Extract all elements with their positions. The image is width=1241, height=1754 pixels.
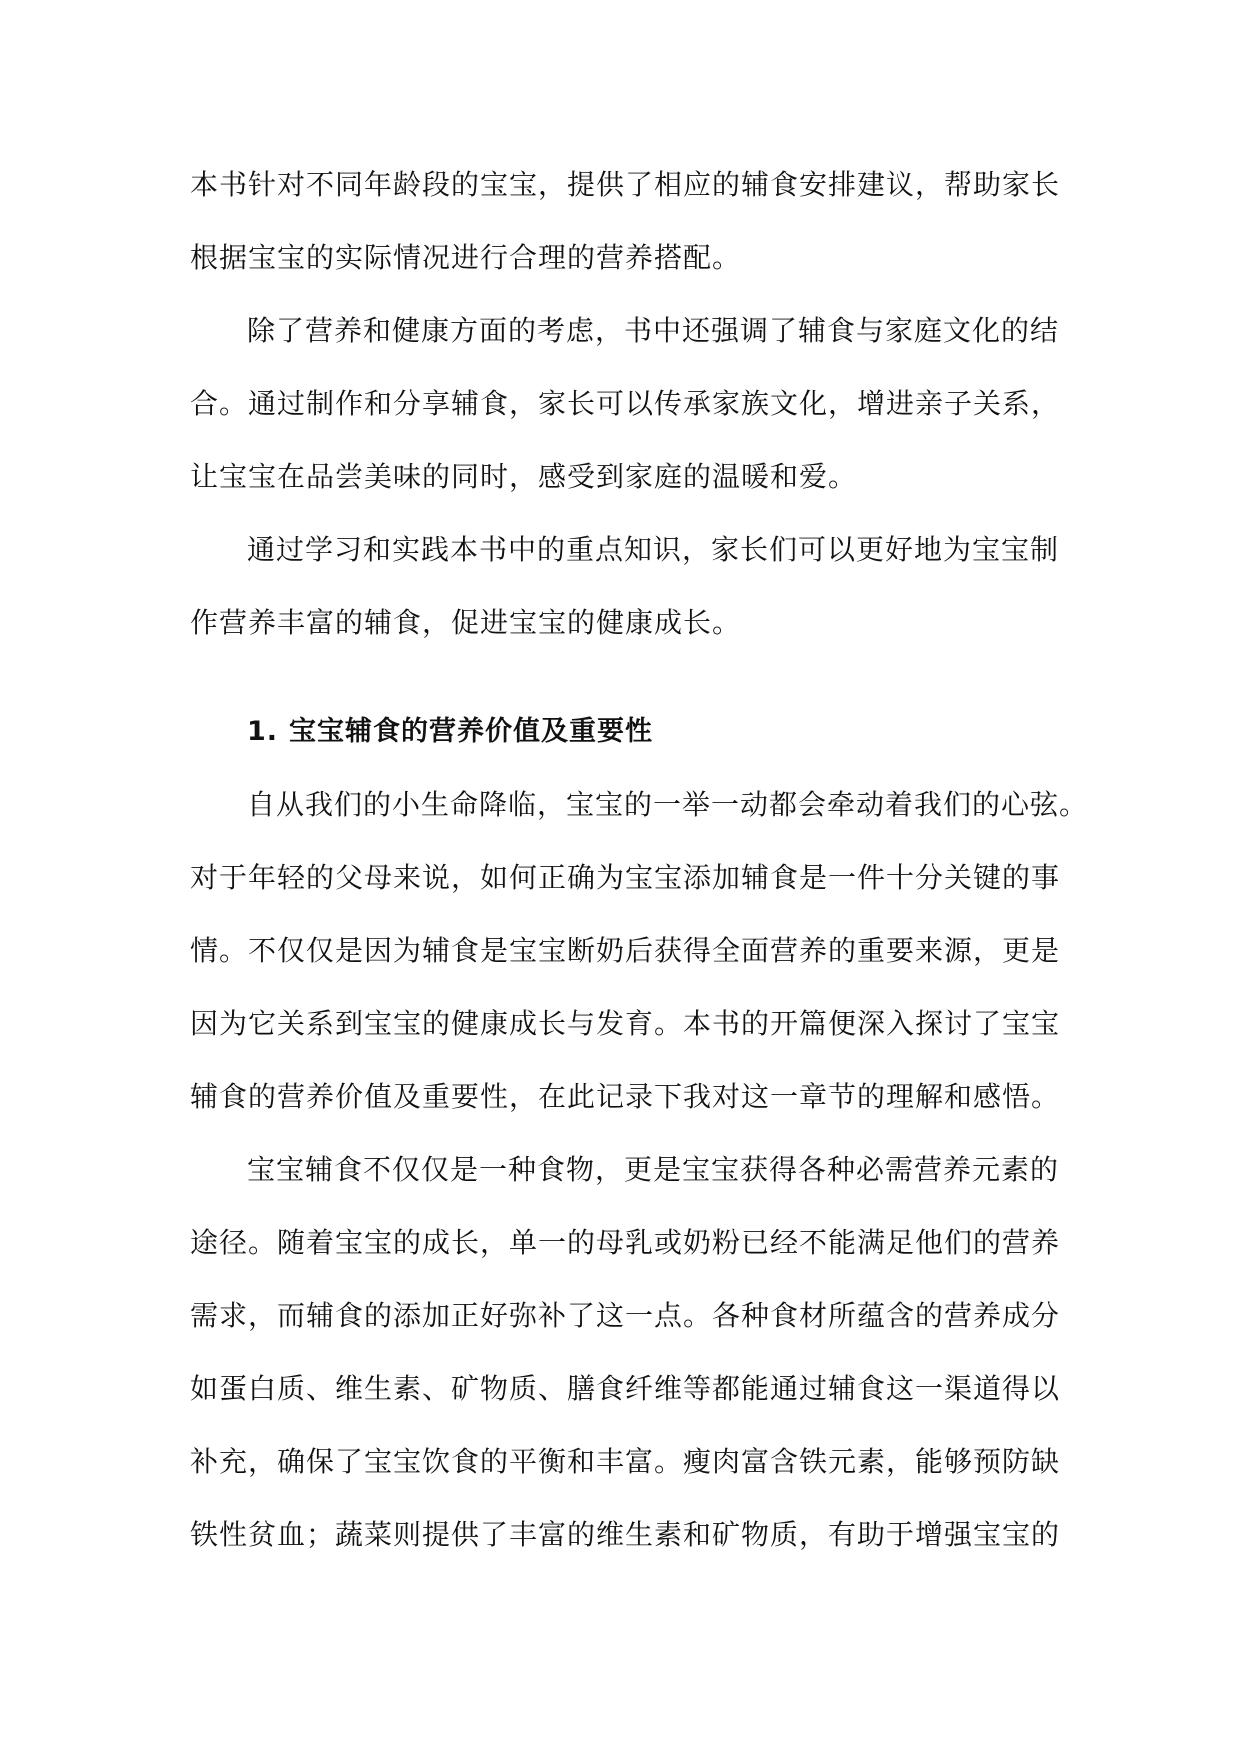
paragraph-intro [190,768,1089,1133]
section-number: 1. [247,716,279,747]
document-body [190,148,1089,1571]
text-line: 作营养丰富的辅食，促进宝宝的健康成长。 [190,606,742,639]
text-line: 本书针对不同年龄段的宝宝，提供了相应的辅食安排建议，帮助家长 [190,168,1061,201]
text-line: 通过学习和实践本书中的重点知识，家长们可以更好地为宝宝制 [247,533,1060,566]
paragraph-age-advice [190,148,1061,294]
text-line: 因为它关系到宝宝的健康成长与发育。本书的开篇便深入探讨了宝宝 [190,1007,1061,1040]
paragraph-nutrition [190,1133,1061,1571]
text-line: 根据宝宝的实际情况进行合理的营养搭配。 [190,241,742,274]
section-title: 宝宝辅食的营养价值及重要性 [289,716,653,747]
text-line: 铁性贫血；蔬菜则提供了丰富的维生素和矿物质，有助于增强宝宝的 [190,1518,1061,1551]
section-spacer [190,659,1052,695]
text-line: 自从我们的小生命降临，宝宝的一举一动都会牵动着我们的心弦。 [247,788,1089,821]
text-line: 对于年轻的父母来说，如何正确为宝宝添加辅食是一件十分关键的事 [190,861,1061,894]
paragraph-learning [190,513,1060,659]
text-line: 宝宝辅食不仅仅是一种食物，更是宝宝获得各种必需营养元素的 [247,1153,1060,1186]
text-line: 需求，而辅食的添加正好弥补了这一点。各种食材所蕴含的营养成分 [190,1299,1061,1332]
section-heading [190,695,1052,768]
text-line: 辅食的营养价值及重要性，在此记录下我对这一章节的理解和感悟。 [190,1080,1061,1113]
text-line: 除了营养和健康方面的考虑，书中还强调了辅食与家庭文化的结 [247,314,1060,347]
text-line: 合。通过制作和分享辅食，家长可以传承家族文化，增进亲子关系， [190,387,1061,420]
text-line: 情。不仅仅是因为辅食是宝宝断奶后获得全面营养的重要来源，更是 [190,934,1061,967]
text-line: 让宝宝在品尝美味的同时，感受到家庭的温暖和爱。 [190,460,858,493]
text-line: 途径。随着宝宝的成长，单一的母乳或奶粉已经不能满足他们的营养 [190,1226,1061,1259]
paragraph-family-culture [190,294,1061,513]
text-line: 如蛋白质、维生素、矿物质、膳食纤维等都能通过辅食这一渠道得以 [190,1372,1061,1405]
text-line: 补充，确保了宝宝饮食的平衡和丰富。瘦肉富含铁元素，能够预防缺 [190,1445,1061,1478]
